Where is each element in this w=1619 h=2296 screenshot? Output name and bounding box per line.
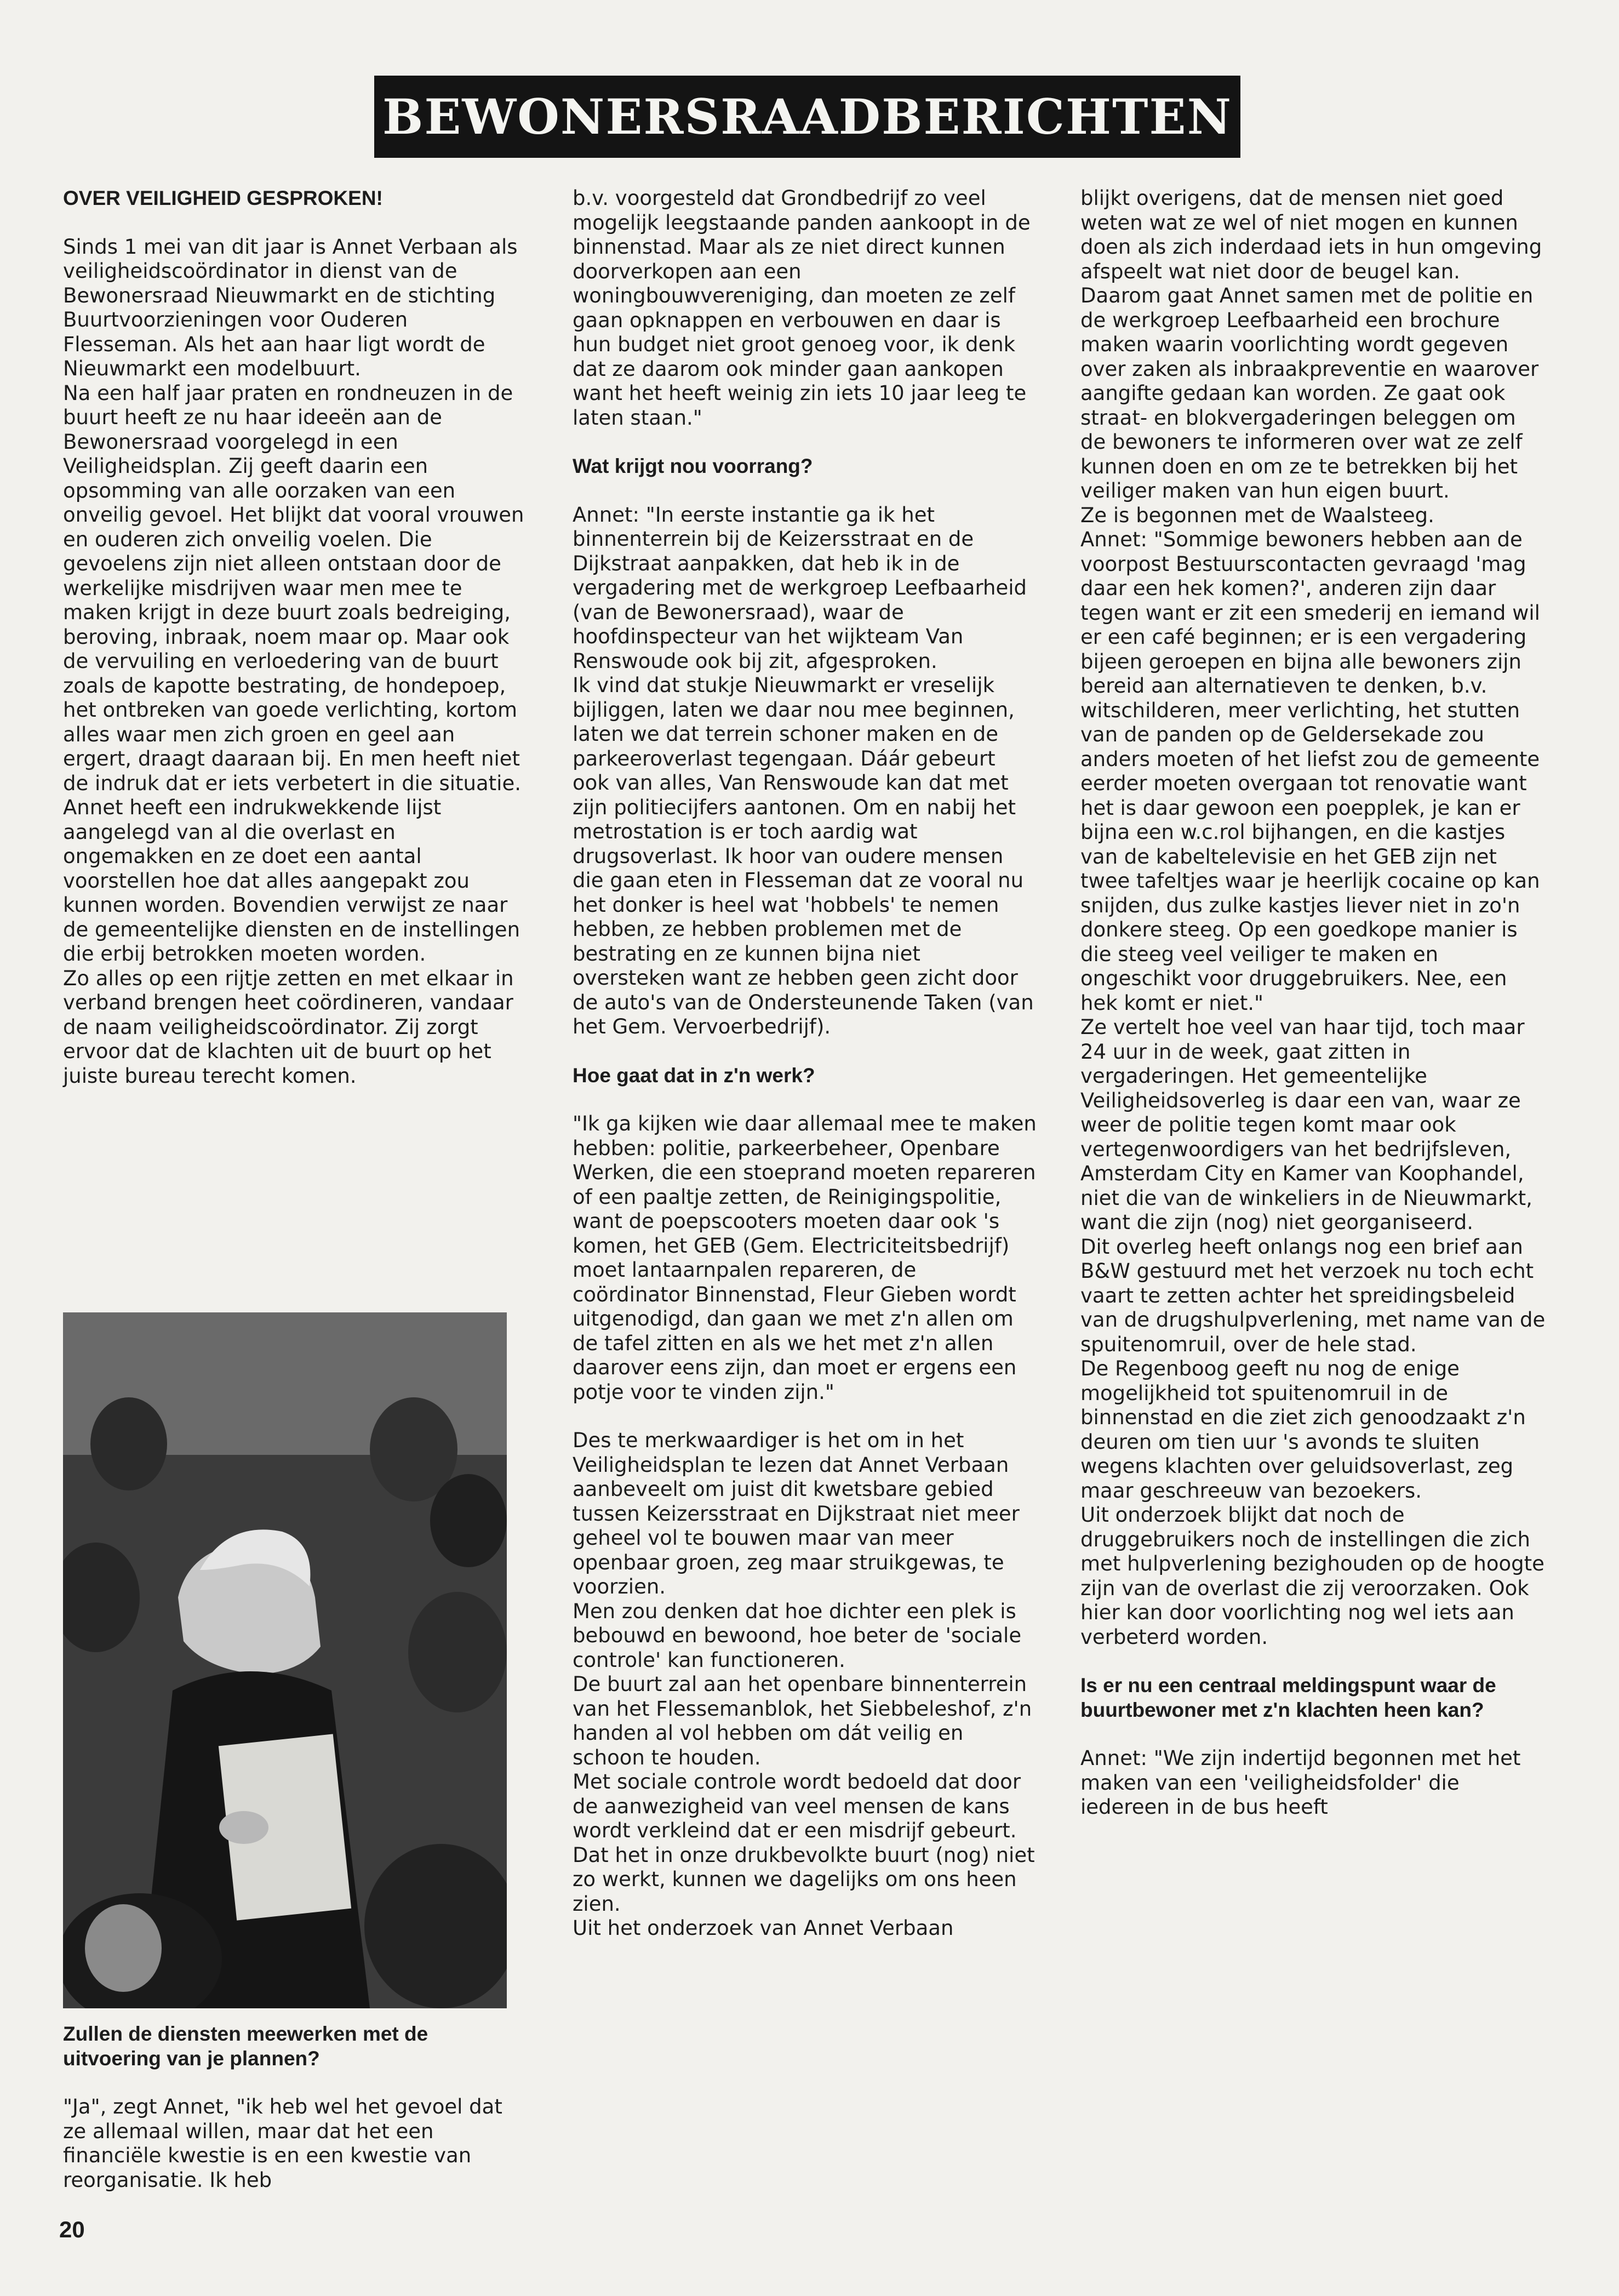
question-heading: Zullen de diensten meewerken met de uitvoering van je plannen?: [63, 2023, 428, 2070]
paragraph: blijkt overigens, dat de mensen niet goed weten wat ze wel of niet mogen en kunnen doen als zich inderdaad iets in hun omgeving afspeelt wat niet door de beugel kan. Daarom gaat Annet samen met de politie en de werkgroep Leefbaarheid een brochure maken waarin voorlichting wordt gegeven over zaken als inbraakpreventie en waarover aangifte gedaan kan worden. Ze gaat ook straat- en blokvergaderingen beleggen om de bewoners te informeren over wat ze zelf kunnen doen en om ze te betrekken bij het veiliger maken van hun eigen buurt.: [1080, 186, 1542, 502]
paragraph: Dit overleg heeft onlangs nog een brief aan B&W gestuurd met het verzoek nu toch echt vaart te zetten achter het spreidingsbeleid van de drugshulpverlening, met name van de spuitenomruil, over de hele stad.: [1080, 1235, 1546, 1356]
paragraph: Zo alles op een rijtje zetten en met elkaar in verband brengen heet coördineren, vandaar de naam veiligheidscoördinator. Zij zorgt ervoor dat de klachten uit de buurt op het juiste bureau terecht komen.: [63, 966, 514, 1088]
article-photo: [63, 1312, 507, 2008]
paragraph: De Regenboog geeft nu nog de enige mogelijkheid tot spuitenomruil in de binnenstad en die ziet zich genoodzaakt z'n deuren om tien uur 's avonds te sluiten wegens klachten over geluidsoverlast, zeg maar geschreeuw van bezoekers.: [1080, 1357, 1526, 1503]
article-heading: OVER VEILIGHEID GESPROKEN!: [63, 187, 383, 209]
column-1-continued: [63, 2022, 529, 2192]
paragraph: Uit het onderzoek van Annet Verbaan: [573, 1916, 954, 1940]
paragraph: Sinds 1 mei van dit jaar is Annet Verbaan als veiligheidscoördinator in dienst van de Bewonersraad Nieuwmarkt en de stichting Buurtvoorzieningen voor Ouderen Flesseman. Als het aan haar ligt wordt de Nieuwmarkt een modelbuurt.: [63, 235, 518, 380]
question-heading: Wat krijgt nou voorrang?: [573, 455, 813, 477]
paragraph: Annet: "We zijn indertijd begonnen met het maken van een 'veiligheidsfolder' die iedereen in de bus heeft: [1080, 1746, 1521, 1819]
column-1: [63, 186, 529, 1088]
paragraph: De buurt zal aan het openbare binnenterrein van het Flessemanblok, het Siebbeleshof, z'n handen al vol hebben om dát veilig en schoon te houden.: [573, 1672, 1032, 1769]
paragraph: "Ik ga kijken wie daar allemaal mee te maken hebben: politie, parkeerbeheer, Openbare Werken, die een stoeprand moeten repareren of een paaltje zetten, de Reinigingspolitie, want de poepscooters moeten daar ook 's komen, het GEB (Gem. Electriciteitsbedrijf) moet lantaarnpalen repareren, de coördinator Binnenstad, Fleur Gieben wordt uitgenodigd, dan gaan we met z'n allen om de tafel zitten en als we het met z'n allen daarover eens zijn, dan moet er ergens een potje voor te vinden zijn.": [573, 1112, 1037, 1404]
paragraph: "Ja", zegt Annet, "ik heb wel het gevoel dat ze allemaal willen, maar dat het een financiële kwestie is en een kwestie van reorganisatie. Ik heb: [63, 2095, 502, 2192]
paragraph: Des te merkwaardiger is het om in het Veiligheidsplan te lezen dat Annet Verbaan aanbeveelt om juist dit kwetsbare gebied tussen Keizersstraat en Dijkstraat niet meer geheel vol te bouwen maar van meer openbaar groen, zeg maar struikgewas, te voorzien.: [573, 1429, 1020, 1598]
column-3: [1080, 186, 1546, 1820]
column-2: [573, 186, 1038, 1941]
photo-illustration: [63, 1312, 507, 2008]
question-heading: Is er nu een centraal meldingspunt waar de buurtbewoner met z'n klachten heen kan?: [1080, 1674, 1496, 1721]
paragraph: Na een half jaar praten en rondneuzen in de buurt heeft ze nu haar ideeën aan de Bewonersraad voorgelegd in een Veiligheidsplan. Zij geeft daarin een opsomming van alle oorzaken van een onveilig gevoel. Het blijkt dat vooral vrouwen en ouderen zich onveilig voelen. Die gevoelens zijn niet alleen ontstaan door de werkelijke misdrijven waar men mee te maken krijgt in deze buurt zoals bedreiging, beroving, inbraak, noem maar op. Maar ook de vervuiling en verloedering van de buurt zoals de kapotte bestrating, de hondepoep, het ontbreken van goede verlichting, kortom alles waar men zich groen en geel aan ergert, draagt daaraan bij. En men heeft niet de indruk dat er iets verbetert in die situatie.: [63, 381, 524, 795]
paragraph: Ik vind dat stukje Nieuwmarkt er vreselijk bijliggen, laten we daar nou mee beginnen, laten we dat terrein schoner maken en de parkeeroverlast tegengaan. Dáár gebeurt ook van alles, Van Renswoude kan dat met zijn politiecijfers aantonen. Om en nabij het metrostation is er toch aardig wat drugsoverlast. Ik hoor van oudere mensen die gaan eten in Flesseman dat ze vooral nu het donker is heel wat 'hobbels' te nemen hebben, ze hebben problemen met de bestrating en ze kunnen bijna niet oversteken want ze hebben geen zicht door de auto's van de Ondersteunende Taken (van het Gem. Vervoerbedrijf).: [573, 673, 1034, 1038]
paragraph: Ze vertelt hoe veel van haar tijd, toch maar 24 uur in de week, gaat zitten in vergaderingen. Het gemeentelijke Veiligheidsoverleg is daar een van, waar ze weer de politie tegen komt maar ook vertegenwoordigers van het bedrijfsleven, Amsterdam City en Kamer van Koophandel, niet die van de winkeliers in de Nieuwmarkt, want die zijn (nog) niet georganiseerd.: [1080, 1015, 1532, 1234]
paragraph: Annet: "In eerste instantie ga ik het binnenterrein bij de Keizersstraat en de Dijkstraat aanpakken, dat heb ik in de vergadering met de werkgroep Leefbaarheid (van de Bewonersraad), waar de hoofdinspecteur van het wijkteam Van Renswoude ook bij zit, afgesproken.: [573, 502, 1027, 673]
page-number: 20: [59, 2217, 85, 2242]
paragraph: Met sociale controle wordt bedoeld dat door de aanwezigheid van veel mensen de kans wordt verkleind dat er een misdrijf gebeurt. Dat het in onze drukbevolkte buurt (nog) niet zo werkt, kunnen we dagelijks om ons heen zien.: [573, 1770, 1035, 1916]
paragraph: Men zou denken dat hoe dichter een plek is bebouwd en bewoond, hoe beter de 'sociale controle' kan functioneren.: [573, 1599, 1022, 1672]
paragraph: b.v. voorgesteld dat Grondbedrijf zo veel mogelijk leegstaande panden aankoopt in de binnenstad. Maar als ze niet direct kunnen doorverkopen aan een woningbouwvereniging, dan moeten ze zelf gaan opknappen en verbouwen en daar is hun budget niet groot genoeg voor, ik denk dat ze daarom ook minder gaan aankopen want het heeft weinig zin iets 10 jaar leeg te laten staan.": [573, 186, 1031, 430]
section-title: BEWONERSRAADBERICHTEN: [382, 88, 1233, 145]
section-banner: [374, 76, 1240, 158]
paragraph: Annet: "Sommige bewoners hebben aan de voorpost Bestuurscontacten gevraagd 'mag daar een hek komen?', anderen zijn daar tegen want er zit een smederij en iemand wil er een café beginnen; er is een vergadering bijeen geroepen en bijna alle bewoners zijn bereid aan alternatieven te denken, b.v. witschilderen, meer verlichting, het stutten van de panden op de Geldersekade zou anders moeten of het liefst zou de gemeente eerder moeten overgaan tot renovatie want het is daar gewoon een poepplek, je kan er bijna een w.c.rol bijhangen, en die kastjes van de kabeltelevisie en het GEB zijn net twee tafeltjes waar je heerlijk cocaine op kan snijden, dus zulke kastjes liever niet in zo'n donkere steeg. Op een goedkope manier is die steeg veel veiliger te maken en ongeschikt voor druggebruikers. Nee, een hek komt er niet.": [1080, 528, 1540, 1015]
paragraph: Annet heeft een indrukwekkende lijst aangelegd van al die overlast en ongemakken en ze doet een aantal voorstellen hoe dat alles aangepakt zou kunnen worden. Bovendien verwijst ze naar de gemeentelijke diensten en de instellingen die erbij betrokken moeten worden.: [63, 796, 520, 966]
paragraph: Ze is begonnen met de Waalsteeg.: [1080, 503, 1434, 527]
paragraph: Uit onderzoek blijkt dat noch de druggebruikers noch de instellingen die zich met hulpverlening bezighouden op de hoogte zijn van de overlast die zij veroorzaken. Ook hier kan door voorlichting nog wel iets aan verbeterd worden.: [1080, 1503, 1544, 1649]
question-heading: Hoe gaat dat in z'n werk?: [573, 1064, 815, 1087]
